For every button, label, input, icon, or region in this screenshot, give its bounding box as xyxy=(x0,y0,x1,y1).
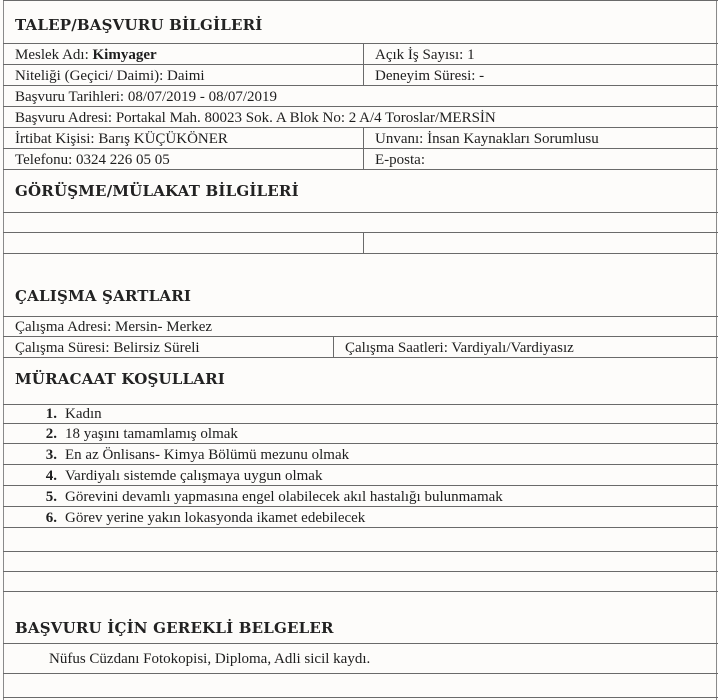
calisma-heading: ÇALIŞMA ŞARTLARI xyxy=(15,287,192,305)
adres-row xyxy=(3,107,718,128)
belgeler-empty-row xyxy=(3,674,718,698)
telefonu: Telefonu: 0324 226 05 05 xyxy=(15,152,170,168)
list-item: 3. En az Önlisans- Kimya Bölümü mezunu olmak xyxy=(3,444,718,465)
calisma-suresi: Çalışma Süresi: Belirsiz Süreli xyxy=(15,340,200,356)
calisma-saatleri: Çalışma Saatleri: Vardiyalı/Vardiyasız xyxy=(345,340,574,356)
irtibat-row xyxy=(3,128,718,149)
list-item: 1. Kadın xyxy=(3,404,718,424)
muracaat-empty-row-1 xyxy=(3,528,718,552)
meslek-row xyxy=(3,44,718,65)
talep-heading: TALEP/BAŞVURU BİLGİLERİ xyxy=(3,0,718,44)
tarih-row xyxy=(3,86,718,107)
gorusme-heading: GÖRÜŞME/MÜLAKAT BİLGİLERİ xyxy=(15,182,299,200)
irtibat-kisisi: İrtibat Kişisi: Barış KÜÇÜKÖNER xyxy=(15,131,228,147)
list-item: 5. Görevini devamlı yapmasına engel olabilecek akıl hastalığı bulunmamak xyxy=(3,486,718,507)
niteligi-row xyxy=(3,65,718,86)
belgeler-heading: BAŞVURU İÇİN GEREKLİ BELGELER xyxy=(3,592,718,644)
belgeler-text: Nüfus Cüzdanı Fotokopisi, Diploma, Adli sicil kaydı. xyxy=(49,651,371,667)
calisma-suresi-row xyxy=(3,337,718,358)
deneyim-suresi: Deneyim Süresi: - xyxy=(375,68,485,84)
belgeler-row xyxy=(3,644,718,674)
list-item: 2. 18 yaşını tamamlamış olmak xyxy=(3,424,718,444)
muracaat-heading: MÜRACAAT KOŞULLARI xyxy=(15,370,225,388)
muracaat-empty-row-2 xyxy=(3,552,718,572)
basvuru-adresi: Başvuru Adresi: Portakal Mah. 80023 Sok. A Blok No: 2 A/4 Toroslar/MERSİN xyxy=(15,110,496,126)
meslek-label: Meslek Adı: xyxy=(15,47,93,63)
unvan: Unvanı: İnsan Kaynakları Sorumlusu xyxy=(375,131,599,147)
niteligi-text: Niteliği (Geçici/ Daimi): Daimi xyxy=(15,68,205,84)
muracaat-empty-row-3 xyxy=(3,572,718,592)
telefon-row xyxy=(3,149,718,170)
calisma-adresi-row xyxy=(3,316,718,337)
list-item: 4. Vardiyalı sistemde çalışmaya uygun olmak xyxy=(3,465,718,486)
calisma-adresi: Çalışma Adresi: Mersin- Merkez xyxy=(15,319,213,335)
gorusme-empty-row-2 xyxy=(3,233,718,254)
gorusme-empty-row-1 xyxy=(3,212,718,233)
meslek-value: Kimyager xyxy=(92,47,157,63)
list-item: 6. Görev yerine yakın lokasyonda ikamet edebilecek xyxy=(3,507,718,528)
acik-is-sayisi: Açık İş Sayısı: 1 xyxy=(375,47,475,63)
e-posta: E-posta: xyxy=(375,152,425,168)
basvuru-tarihleri: Başvuru Tarihleri: 08/07/2019 - 08/07/2019 xyxy=(15,89,277,105)
